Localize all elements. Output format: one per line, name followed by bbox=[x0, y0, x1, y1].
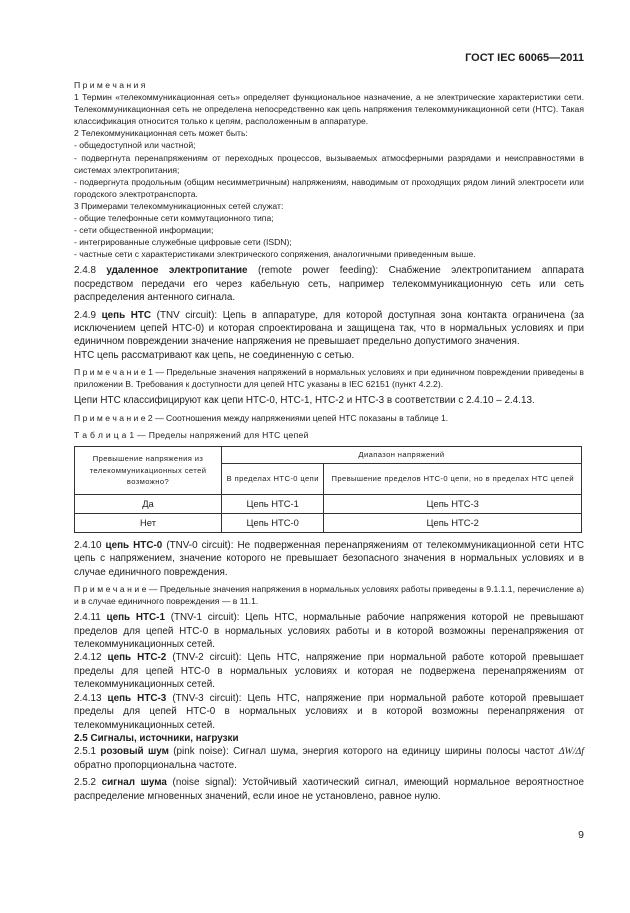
clause-number: 2.4.9 bbox=[74, 309, 96, 321]
clause-2-4-11 bbox=[74, 611, 584, 651]
clause-number: 2.4.10 bbox=[74, 539, 102, 551]
table-row bbox=[75, 513, 582, 532]
clause-2-4-9-p2: НТС цепь рассматривают как цепь, не соединенную с сетью. bbox=[74, 349, 355, 361]
note-1: 1 Термин «телекоммуникационная сеть» определяет функциональное назначение, а не электрические характеристики сети. Телекоммуникационная сеть не определена непосредственно как цепь напряжения телекоммуникационной сети (НТС). Такая классификация относится только к цепям, расположенным в аппаратуре. bbox=[74, 92, 584, 127]
table-header-within-tnv0: В пределах НТС-0 цепи bbox=[222, 463, 324, 494]
clause-number: 2.4.13 bbox=[74, 692, 102, 704]
note-3d: - частные сети с характеристиками электрического сопряжения, аналогичными приведенным выше. bbox=[74, 249, 476, 260]
clause-number: 2.4.8 bbox=[74, 265, 96, 277]
note-2-4-9 bbox=[74, 366, 584, 390]
clause-2-5-2 bbox=[74, 776, 584, 803]
clause-text: (TNV-2 circuit): Цепь НТС, напряжение при нормальной работе которой превышает пределы для цепей НТС-0 в нормальных условиях и которая не подвержена перенапряжениям от телекоммуникационных сетей. bbox=[74, 652, 584, 691]
note-text: — Соотношения между напряжениями цепей НТС показаны в таблице 1. bbox=[152, 412, 449, 423]
table-caption: Т а б л и ц а 1 — Пределы напряжений для НТС цепей bbox=[74, 429, 309, 440]
clause-2-4-13 bbox=[74, 692, 584, 732]
note-2-table bbox=[74, 412, 584, 424]
note-text: — Предельные значения напряжения в нормальных условиях работы приведены в 9.1.1.1, перечисление а) и в случае единичного повреждения — в 11.1. bbox=[74, 584, 584, 607]
clause-term: цепь НТС-1 bbox=[106, 612, 165, 624]
clause-text: (remote power feeding): Снабжение электропитанием аппарата посредством передачи его через кабельную сеть, например телекоммуникационную сеть или сеть распределения антенного сигнала. bbox=[74, 265, 585, 304]
clause-term: цепь НТС bbox=[101, 309, 152, 321]
table-cell: Цепь НТС-2 bbox=[324, 513, 582, 532]
clause-text: (TNV-3 circuit): Цепь НТС, напряжение при нормальной работе которой превышает пределы для цепей НТС-0 в нормальных условиях и в которой возможны перенапряжения от телекоммуникационных сетей. bbox=[74, 692, 584, 731]
table-header-exceeds-tnv0: Превышение пределов НТС-0 цепи, но в пределах НТС цепей bbox=[324, 463, 582, 494]
formula: ΔW/Δf bbox=[558, 746, 585, 758]
note-3c: - интегрированные служебные цифровые сети (ISDN); bbox=[74, 237, 292, 248]
section-2-5-title bbox=[74, 732, 584, 745]
table-cell: Цепь НТС-0 bbox=[222, 513, 324, 532]
note-2b: - подвергнута перенапряжениям от переходных процессов, вызываемых атмосферными разрядами и неисправностями в системах электропитания; bbox=[74, 152, 584, 175]
clause-term: цепь НТС-3 bbox=[107, 692, 167, 704]
note-2: 2 Телекоммуникационная сеть может быть: bbox=[74, 128, 248, 139]
notes-block bbox=[74, 79, 584, 260]
table-header-overvoltage: Превышение напряжения из телекоммуникационных сетей возможно? bbox=[75, 447, 222, 495]
clause-term: цепь НТС-2 bbox=[107, 652, 167, 664]
notes-title: П р и м е ч а н и я bbox=[74, 80, 146, 90]
table-cell: Цепь НТС-1 bbox=[222, 494, 324, 513]
page-number: 9 bbox=[578, 829, 584, 841]
clause-2-4-8 bbox=[74, 264, 584, 304]
document-header: ГОСТ IEC 60065—2011 bbox=[465, 52, 584, 64]
clause-text: (TNV-1 circuit): Цепь НТС, нормальные рабочие напряжения которой не превышают пределов для цепей НТС-0 в нормальных условиях работы и в которой возможны перенапряжения от телекоммуникационных сетей. bbox=[74, 612, 584, 651]
clause-term: удаленное электропитание bbox=[106, 265, 248, 277]
note-label: П р и м е ч а н и е 1 bbox=[74, 367, 153, 378]
table-cell: Нет bbox=[75, 513, 222, 532]
clause-number: 2.5.2 bbox=[74, 777, 96, 789]
clause-number: 2.4.12 bbox=[74, 652, 102, 664]
clause-term: сигнал шума bbox=[101, 777, 167, 789]
note-2c: - подвергнута продольным (общим несимметричным) напряжениям, наводимым от проходящих рядом линий электросети или городского электротранспорта. bbox=[74, 176, 584, 199]
table-header-range: Диапазон напряжений bbox=[222, 447, 582, 464]
clause-2-4-9 bbox=[74, 309, 584, 349]
clause-number: 2.4.11 bbox=[74, 612, 101, 624]
table-row bbox=[75, 494, 582, 513]
note-2a: - общедоступной или частной; bbox=[74, 140, 196, 151]
clause-text: (TNV circuit): Цепь в аппаратуре, для которой доступная зона контакта ограничена (за исключением цепей НТС-0) и которая спроектирована и защищена так, что в нормальных условиях и при единичном повреждении значение напряжения не превышает предельно допустимого значения. bbox=[74, 309, 584, 348]
note-label: П р и м е ч а н и е 2 bbox=[74, 412, 153, 423]
clause-2-4-10 bbox=[74, 539, 584, 579]
note-text: — Предельные значения напряжений в нормальных условиях и при единичном повреждении приведены в приложении В. Требования к доступности для цепей НТС указаны в IEC 62151 (пункт 4.2.2). bbox=[74, 367, 584, 390]
section-title: 2.5 Сигналы, источники, нагрузки bbox=[74, 732, 239, 744]
note-2-4-10 bbox=[74, 583, 584, 607]
table-cell: Цепь НТС-3 bbox=[324, 494, 582, 513]
clause-term: цепь НТС-0 bbox=[105, 539, 163, 551]
clause-text: (TNV-0 circuit): Не подверженная перенапряжениям от телекоммуникационной сети НТС цепь с напряжением, значение которого не превышает безопасного значения в нормальных условиях и в случае единичного повреждения. bbox=[74, 539, 585, 578]
table-cell: Да bbox=[75, 494, 222, 513]
clause-text: (pink noise): Сигнал шума, энергия которого на единицу ширины полосы частот bbox=[168, 746, 555, 758]
clause-term: розовый шум bbox=[100, 746, 169, 758]
clause-text-end: обратно пропорциональна частоте. bbox=[74, 759, 237, 771]
note-3a: - общие телефонные сети коммутационного типа; bbox=[74, 213, 274, 224]
body-text bbox=[74, 264, 584, 803]
clause-text: (noise signal): Устойчивый хаотический сигнал, имеющий нормальное вероятностное распределение мгновенных значений, если иное не установлено, равное нулю. bbox=[74, 777, 584, 802]
clause-2-5-1 bbox=[74, 745, 584, 772]
note-3: 3 Примерами телекоммуникационных сетей служат: bbox=[74, 200, 284, 211]
clause-2-4-12 bbox=[74, 651, 584, 691]
classification-text: Цепи НТС классифицируют как цепи НТС-0, НТС-1, НТС-2 и НТС-3 в соответствии с 2.4.10 – 2.4.13. bbox=[74, 395, 535, 407]
voltage-limits-table bbox=[74, 446, 582, 533]
note-3b: - сети общественной информации; bbox=[74, 225, 214, 236]
page-content bbox=[74, 79, 584, 803]
clause-number: 2.5.1 bbox=[74, 746, 96, 758]
note-label: П р и м е ч а н и е bbox=[74, 584, 147, 595]
